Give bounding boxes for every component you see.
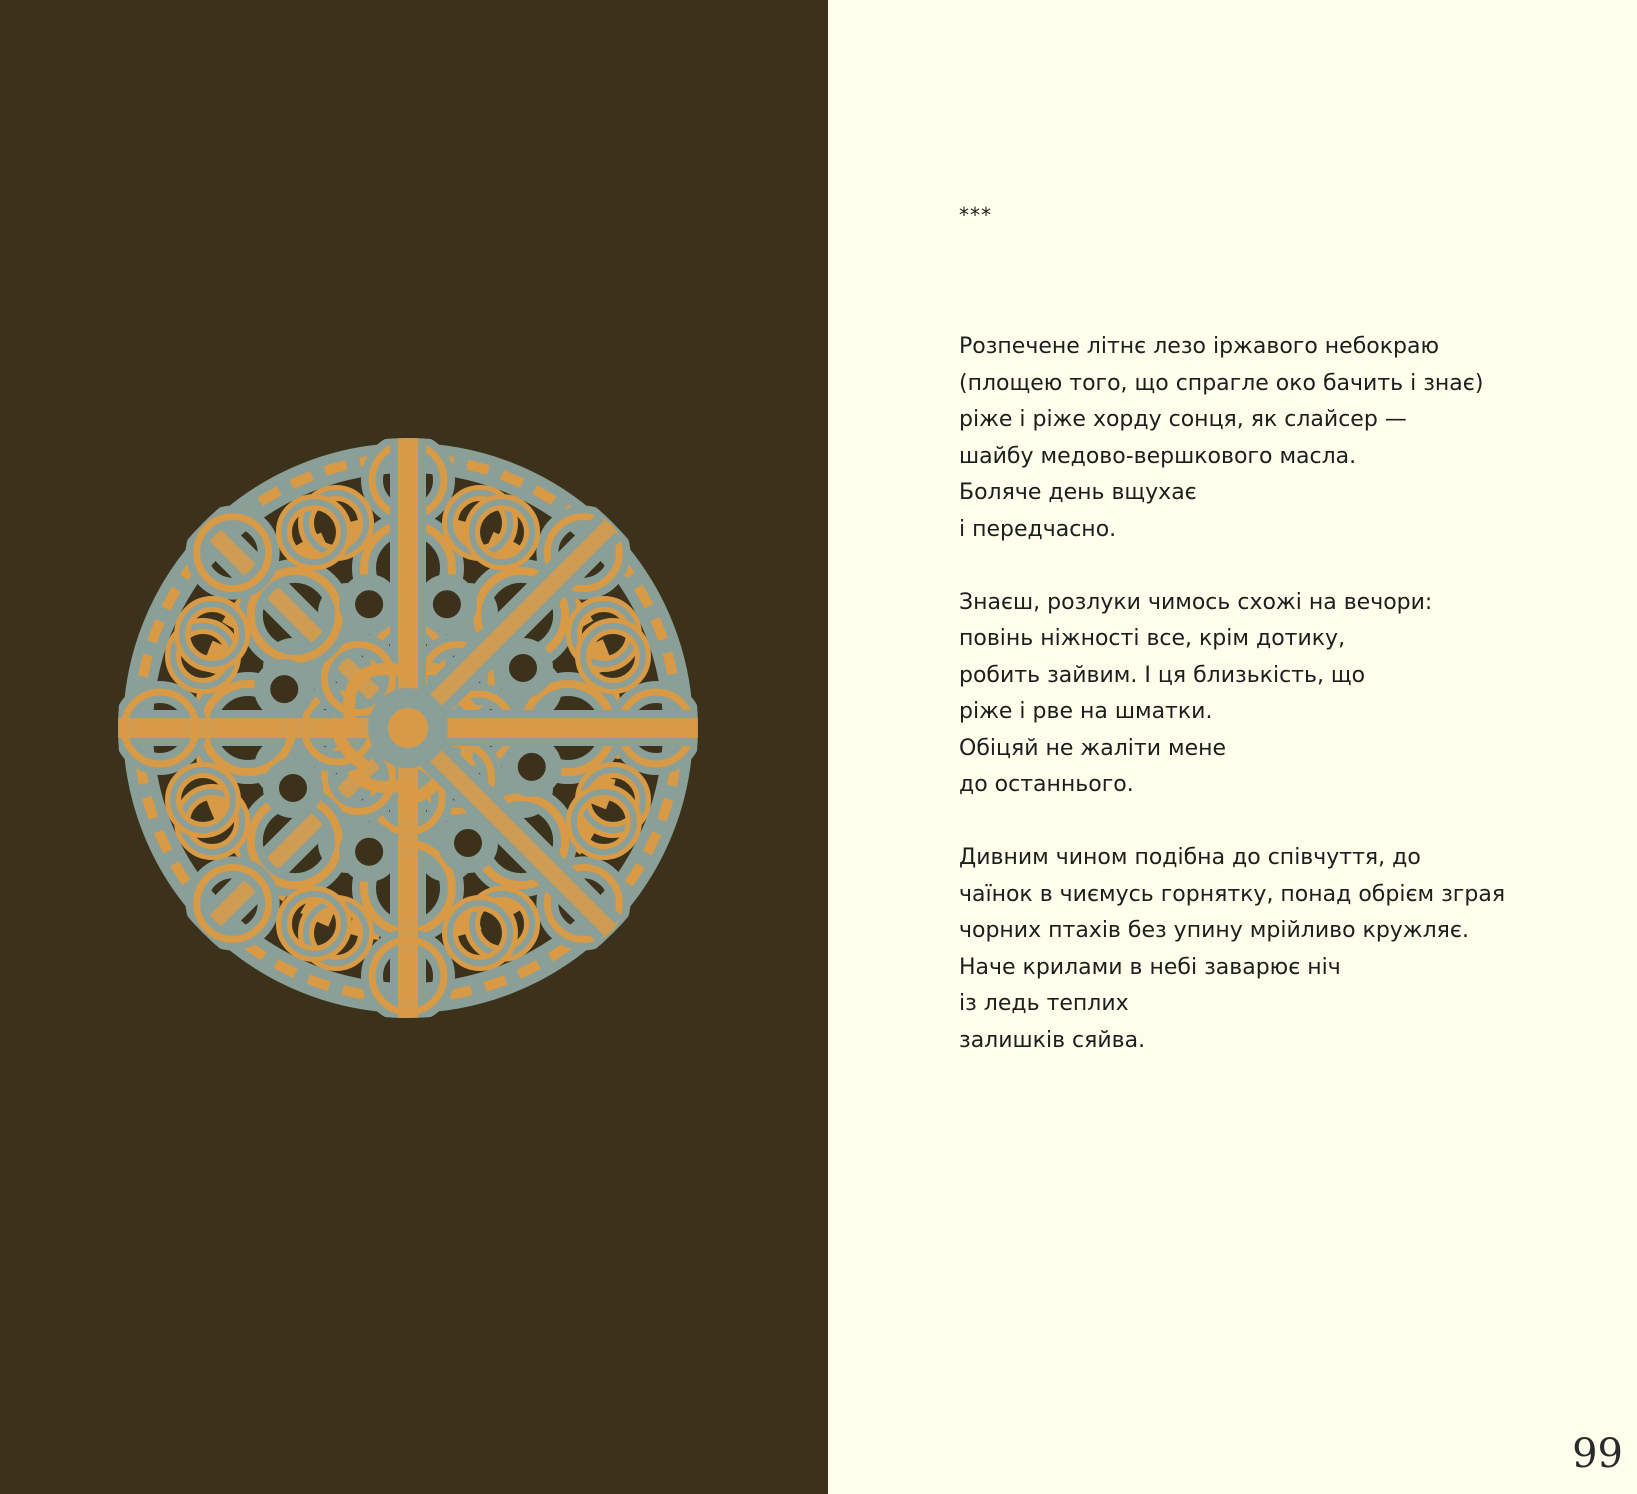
poem-line: до останнього. <box>959 772 1134 797</box>
poem-line: шайбу медово-вершкового масла. <box>959 443 1357 469</box>
poem <box>959 200 1579 1096</box>
right-page-text <box>828 0 1637 1494</box>
poem-line: ріже і рве на шматки. <box>959 699 1213 724</box>
kaleidoscope-ornament <box>108 428 708 1028</box>
poem-line: чаїнок в чиємусь горнятку, понад обрієм зграя <box>959 881 1506 907</box>
poem-line: і передчасно. <box>959 516 1117 542</box>
stanza-1 <box>959 329 1579 548</box>
poem-line: Знаєш, розлуки чимось схожі на вечори: <box>959 589 1433 615</box>
poem-line: із ледь теплих <box>959 991 1129 1016</box>
poem-line: Обіцяй не жаліти мене <box>959 735 1227 761</box>
poem-line: Дивним чином подібна до співчуття, до <box>959 845 1421 870</box>
poem-line: (площею того, що спрагле око бачить і знає) <box>959 370 1484 396</box>
poem-line: ріже і ріже хорду сонця, як слайсер — <box>959 407 1407 432</box>
poem-line: Наче крилами в небі заварює ніч <box>959 954 1341 980</box>
poem-line: Боляче день вщухає <box>959 480 1197 505</box>
poem-line: повінь ніжності все, крім дотику, <box>959 626 1346 651</box>
poem-line: залишків сяйва. <box>959 1027 1146 1053</box>
stanza-3 <box>959 840 1579 1059</box>
stanza-2 <box>959 585 1579 804</box>
poem-line: Розпечене літнє лезо іржавого небокраю <box>959 334 1439 359</box>
poem-line: чорних птахів без упину мрійливо кружляє. <box>959 918 1469 943</box>
poem-line: робить зайвим. І ця близькість, що <box>959 662 1366 688</box>
page-number: 99 <box>1572 1431 1623 1477</box>
poem-separator: *** <box>959 203 992 227</box>
